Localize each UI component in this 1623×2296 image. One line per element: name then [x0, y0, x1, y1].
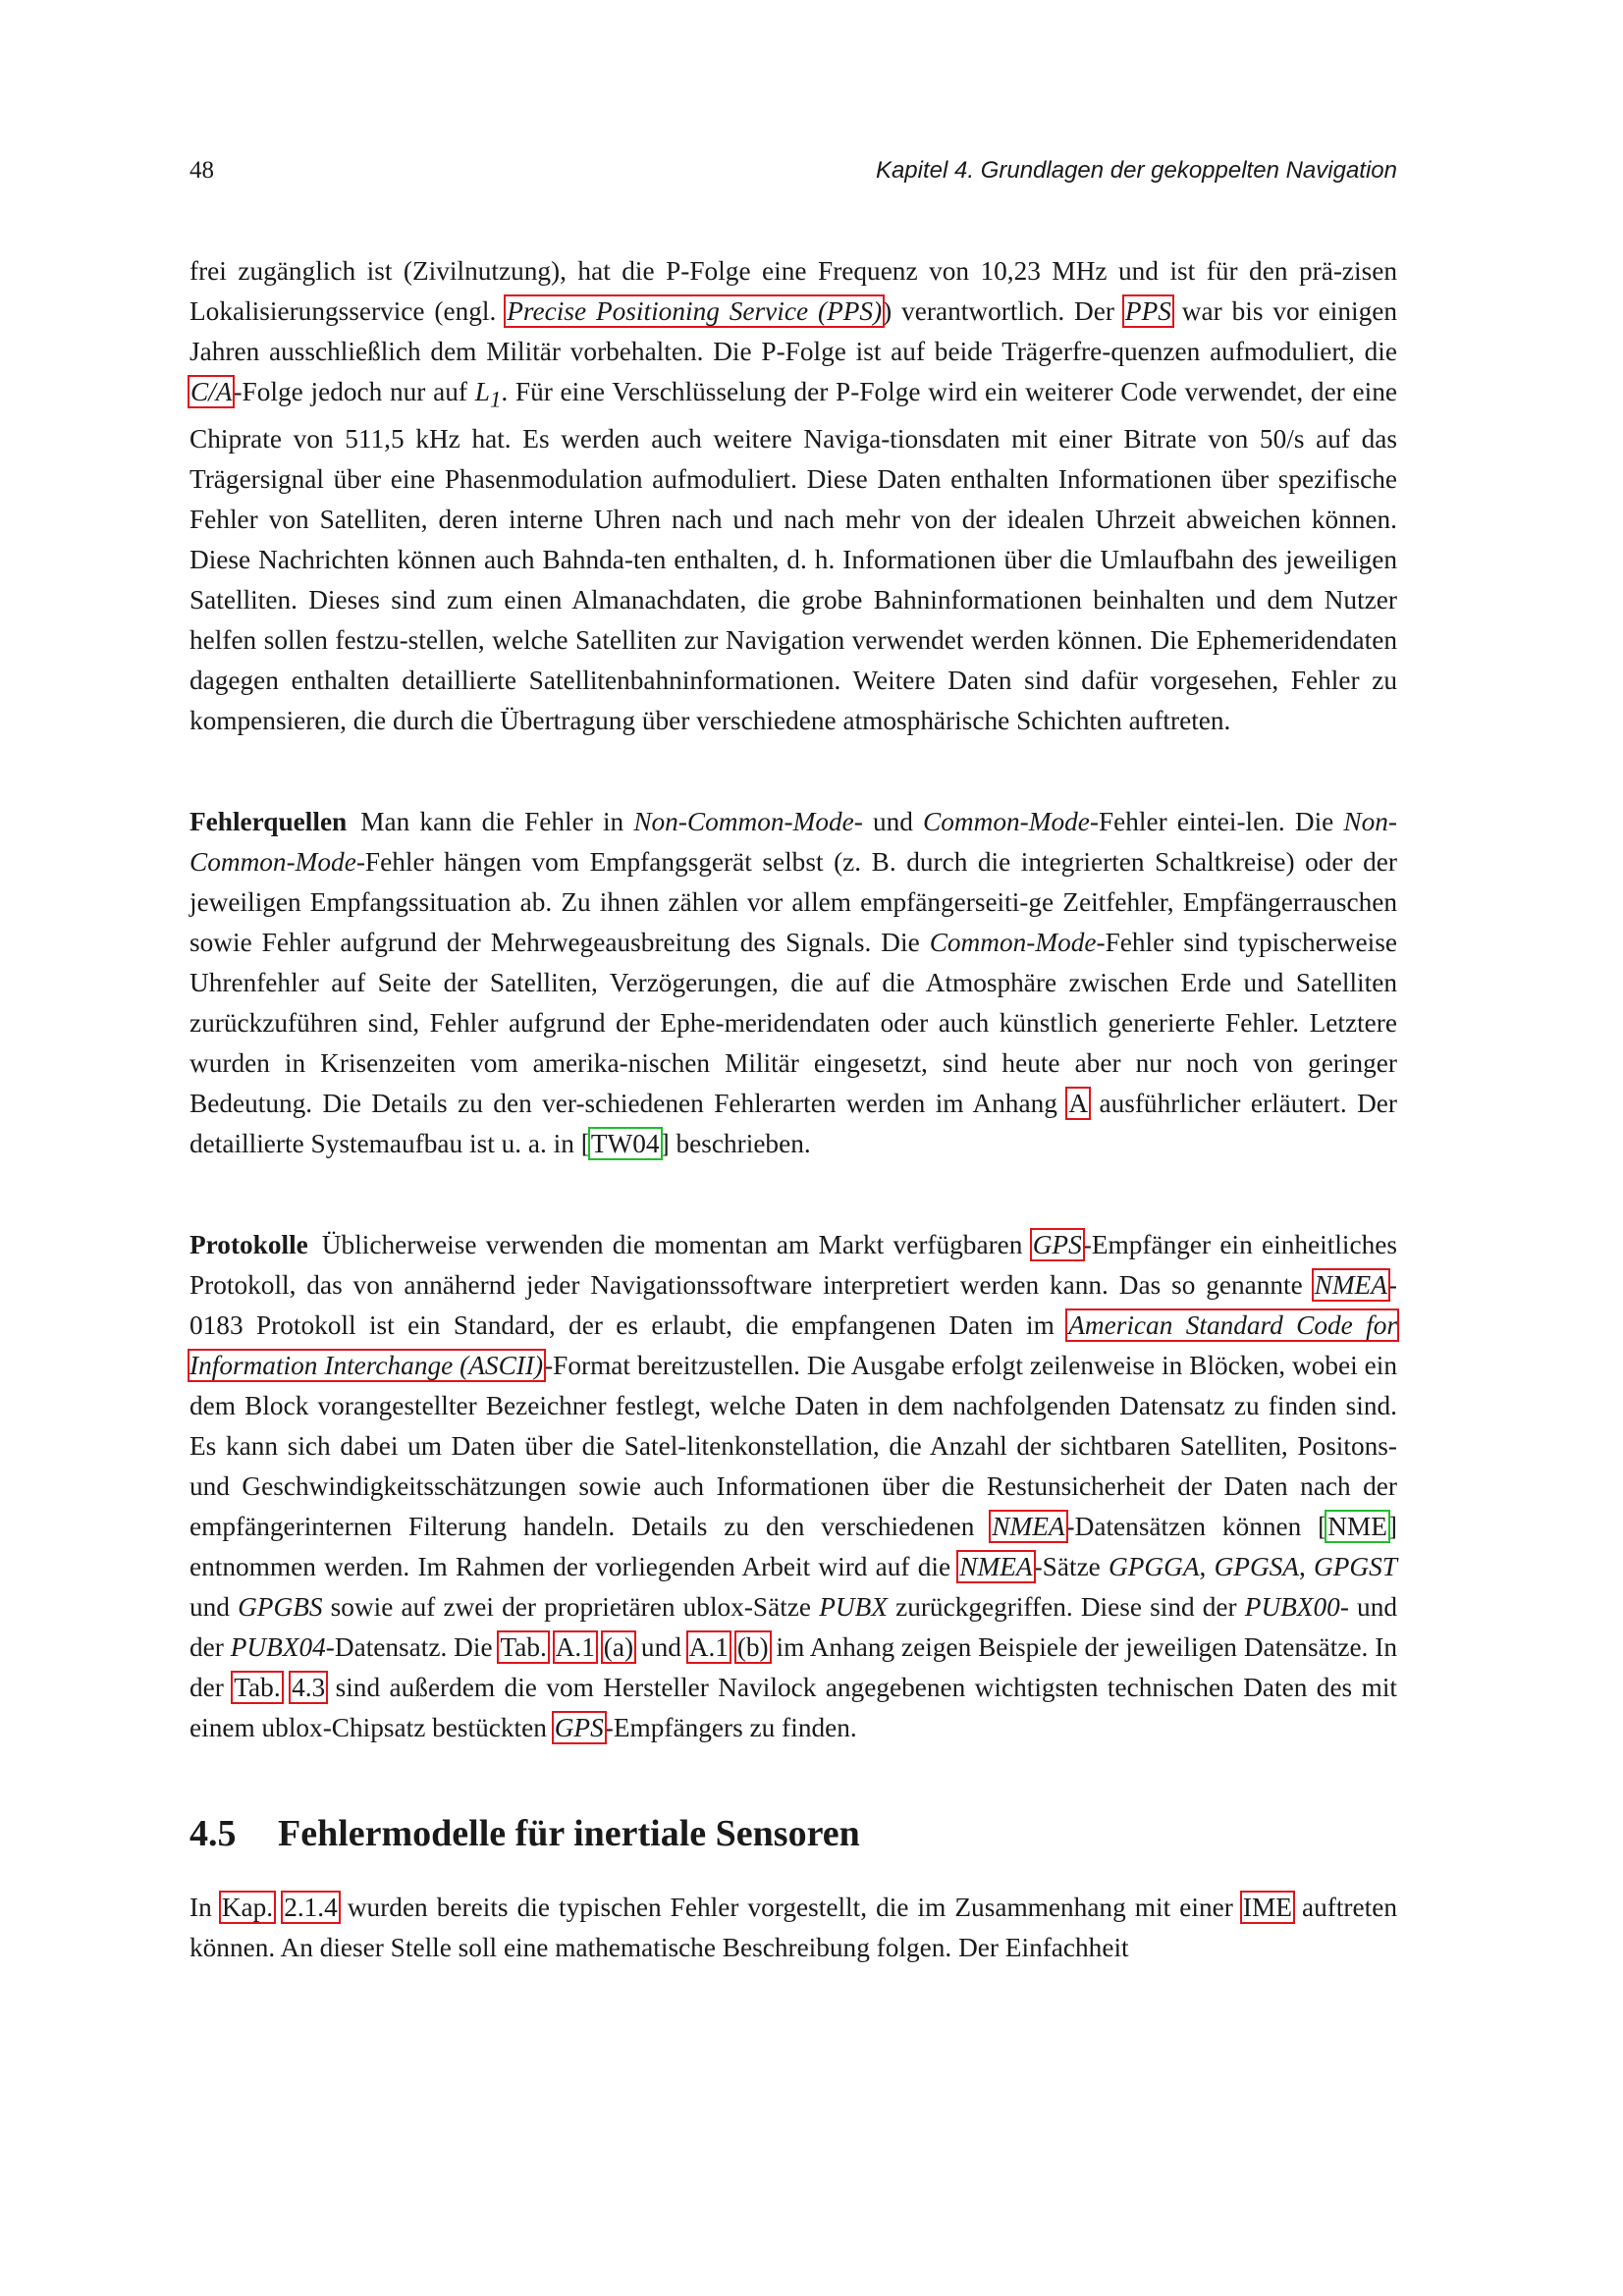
link-subtable-a[interactable]: (a)	[603, 1632, 634, 1663]
link-gps[interactable]: GPS	[1032, 1230, 1082, 1260]
link-subtable-b[interactable]: (b)	[736, 1632, 769, 1663]
page-body	[189, 251, 1397, 1968]
link-appendix-a[interactable]: A	[1068, 1089, 1089, 1119]
running-title: Kapitel 4. Grundlagen der gekoppelten Navigation	[875, 157, 1397, 184]
link-pps[interactable]: PPS	[1124, 296, 1171, 326]
citation-tw04[interactable]: TW04	[590, 1129, 660, 1159]
page-number: 48	[189, 157, 214, 184]
link-nmea[interactable]: NMEA	[1314, 1270, 1387, 1301]
paragraph-fehlerquellen: Fehlerquellen Man kann die Fehler in Non-Common-Mode- und Common-Mode-Fehler eintei-len. Die Non-Common-Mode-Fehler hängen vom Empfangsgerät selbst (z. B. durch die integrierten Schaltkreise) oder der jeweiligen Empfangssituation ab. Zu ihnen zählen vor allem empfängerseiti-ge Zeitfehler, Empfängerrauschen sowie Fehler aufgrund der Mehrwegeausbreitung des Signals. Die Common-Mode-Fehler sind typischerweise Uhrenfehler auf Seite der Satelliten, Verzögerungen, die auf die Atmosphäre zwischen Erde und Satelliten zurückzuführen sind, Fehler aufgrund der Ephe-meridendaten oder auch künstlich generierte Fehler. Letztere wurden in Krisenzeiten vom amerika-nischen Militär eingesetzt, sind heute aber nur noch von geringer Bedeutung. Die Details zu den ver-schiedenen Fehlerarten werden im Anhang A ausführlicher erläutert. Der detaillierte Systemaufbau ist u. a. in [TW04] beschrieben.	[189, 807, 1397, 1159]
link-ascii-full[interactable]: American Standard Code for Information Interchange (ASCII)	[189, 1310, 1398, 1381]
section-heading	[189, 1809, 1397, 1858]
runin-heading-fehlerquellen: Fehlerquellen	[189, 807, 348, 837]
math-l1: $L_1$	[474, 377, 502, 412]
link-kap[interactable]: Kap.	[221, 1893, 274, 1923]
link-nmea[interactable]: NMEA	[992, 1512, 1065, 1542]
link-nmea[interactable]: NMEA	[959, 1552, 1033, 1582]
link-ca[interactable]: C/A	[190, 377, 233, 406]
paragraph-protokolle: Protokolle Üblicherweise verwenden die momentan am Markt verfügbaren GPS-Empfänger ein einheitliches Protokoll, das von annähernd jeder Navigationssoftware interpretiert werden kann. Das so genannte NMEA-0183 Protokoll ist ein Standard, der es erlaubt, die empfangenen Daten im American Standard Code for Information Interchange (ASCII)-Format bereitzustellen. Die Ausgabe erfolgt zeilenweise in Blöcken, wobei ein dem Block vorangestellter Bezeichner festlegt, welche Daten in dem nachfolgenden Datensatz zu finden sind. Es kann sich dabei um Daten über die Satel-litenkonstellation, die Anzahl der sichtbaren Satelliten, Positons- und Geschwindigkeitsschätzungen sowie auch Informationen über die Restunsicherheit der Daten nach der empfängerinternen Filterung handeln. Details zu den verschiedenen NMEA-Datensätzen können [NME] entnommen werden. Im Rahmen der vorliegenden Arbeit wird auf die NMEA-Sätze GPGGA, GPGSA, GPGST und GPGBS sowie auf zwei der proprietären ublox-Sätze PUBX zurückgegriffen. Diese sind der PUBX00- und der PUBX04-Datensatz. Die Tab. A.1 (a) und A.1 (b) im Anhang zeigen Beispiele der jeweiligen Datensätze. In der Tab. 4.3 sind außerdem die vom Hersteller Navilock angegebenen wichtigsten technischen Daten des mit einem ublox-Chipsatz bestückten GPS-Empfängers zu finden.	[189, 1230, 1398, 1743]
page-header	[189, 157, 1397, 196]
citation-nme[interactable]: NME	[1327, 1512, 1387, 1542]
link-gps[interactable]: GPS	[554, 1713, 604, 1743]
link-table-a1[interactable]: A.1	[688, 1632, 729, 1663]
link-table-4-3[interactable]: 4.3	[292, 1673, 326, 1703]
link-pps-full[interactable]: Precise Positioning Service (PPS)	[507, 296, 883, 326]
paragraph-section-intro: In Kap. 2.1.4 wurden bereits die typischen Fehler vorgestellt, die im Zusammenhang mit einer IME auftreten können. An dieser Stelle soll eine mathematische Beschreibung folgen. Der Einfachheit	[189, 1893, 1397, 1963]
link-ime[interactable]: IME	[1242, 1893, 1292, 1923]
link-tab[interactable]: Tab.	[500, 1632, 547, 1663]
section-number: 4.5	[189, 1813, 237, 1855]
link-table-a1[interactable]: A.1	[555, 1632, 595, 1663]
paragraph-gps-signals: frei zugänglich ist (Zivilnutzung), hat die P-Folge eine Frequenz von 10,23 MHz und ist für den prä-zisen Lokalisierungsservice (engl. Precise Positioning Service (PPS)) verantwortlich. Der PPS war bis vor einigen Jahren ausschließlich dem Militär vorbehalten. Die P-Folge ist auf beide Trägerfre-quenzen aufmoduliert, die C/A-Folge jedoch nur auf $L_1$. Für eine Verschlüsselung der P-Folge wird ein weiterer Code verwendet, der eine Chiprate von 511,5 kHz hat. Es werden auch weitere Naviga-tionsdaten mit einer Bitrate von 50/s auf das Trägersignal über eine Phasenmodulation aufmoduliert. Diese Daten enthalten Informationen über spezifische Fehler von Satelliten, deren interne Uhren nach und nach mehr von der idealen Uhrzeit abweichen können. Diese Nachrichten können auch Bahnda-ten enthalten, d. h. Informationen über die Umlaufbahn des jeweiligen Satelliten. Dieses sind zum einen Almanachdaten, die grobe Bahninformationen beinhalten und dem Nutzer helfen sollen festzu-stellen, welche Satelliten zur Navigation verwendet werden können. Die Ephemeridendaten dagegen enthalten detaillierte Satellitenbahninformationen. Weitere Daten sind dafür vorgesehen, Fehler zu kompensieren, die durch die Übertragung über verschiedene atmosphärische Schichten auftreten.	[189, 256, 1398, 736]
section-title: Fehlermodelle für inertiale Sensoren	[278, 1813, 860, 1855]
link-tab[interactable]: Tab.	[234, 1673, 281, 1703]
link-chapter-2-1-4[interactable]: 2.1.4	[284, 1893, 338, 1923]
runin-heading-protokolle: Protokolle	[189, 1230, 308, 1260]
